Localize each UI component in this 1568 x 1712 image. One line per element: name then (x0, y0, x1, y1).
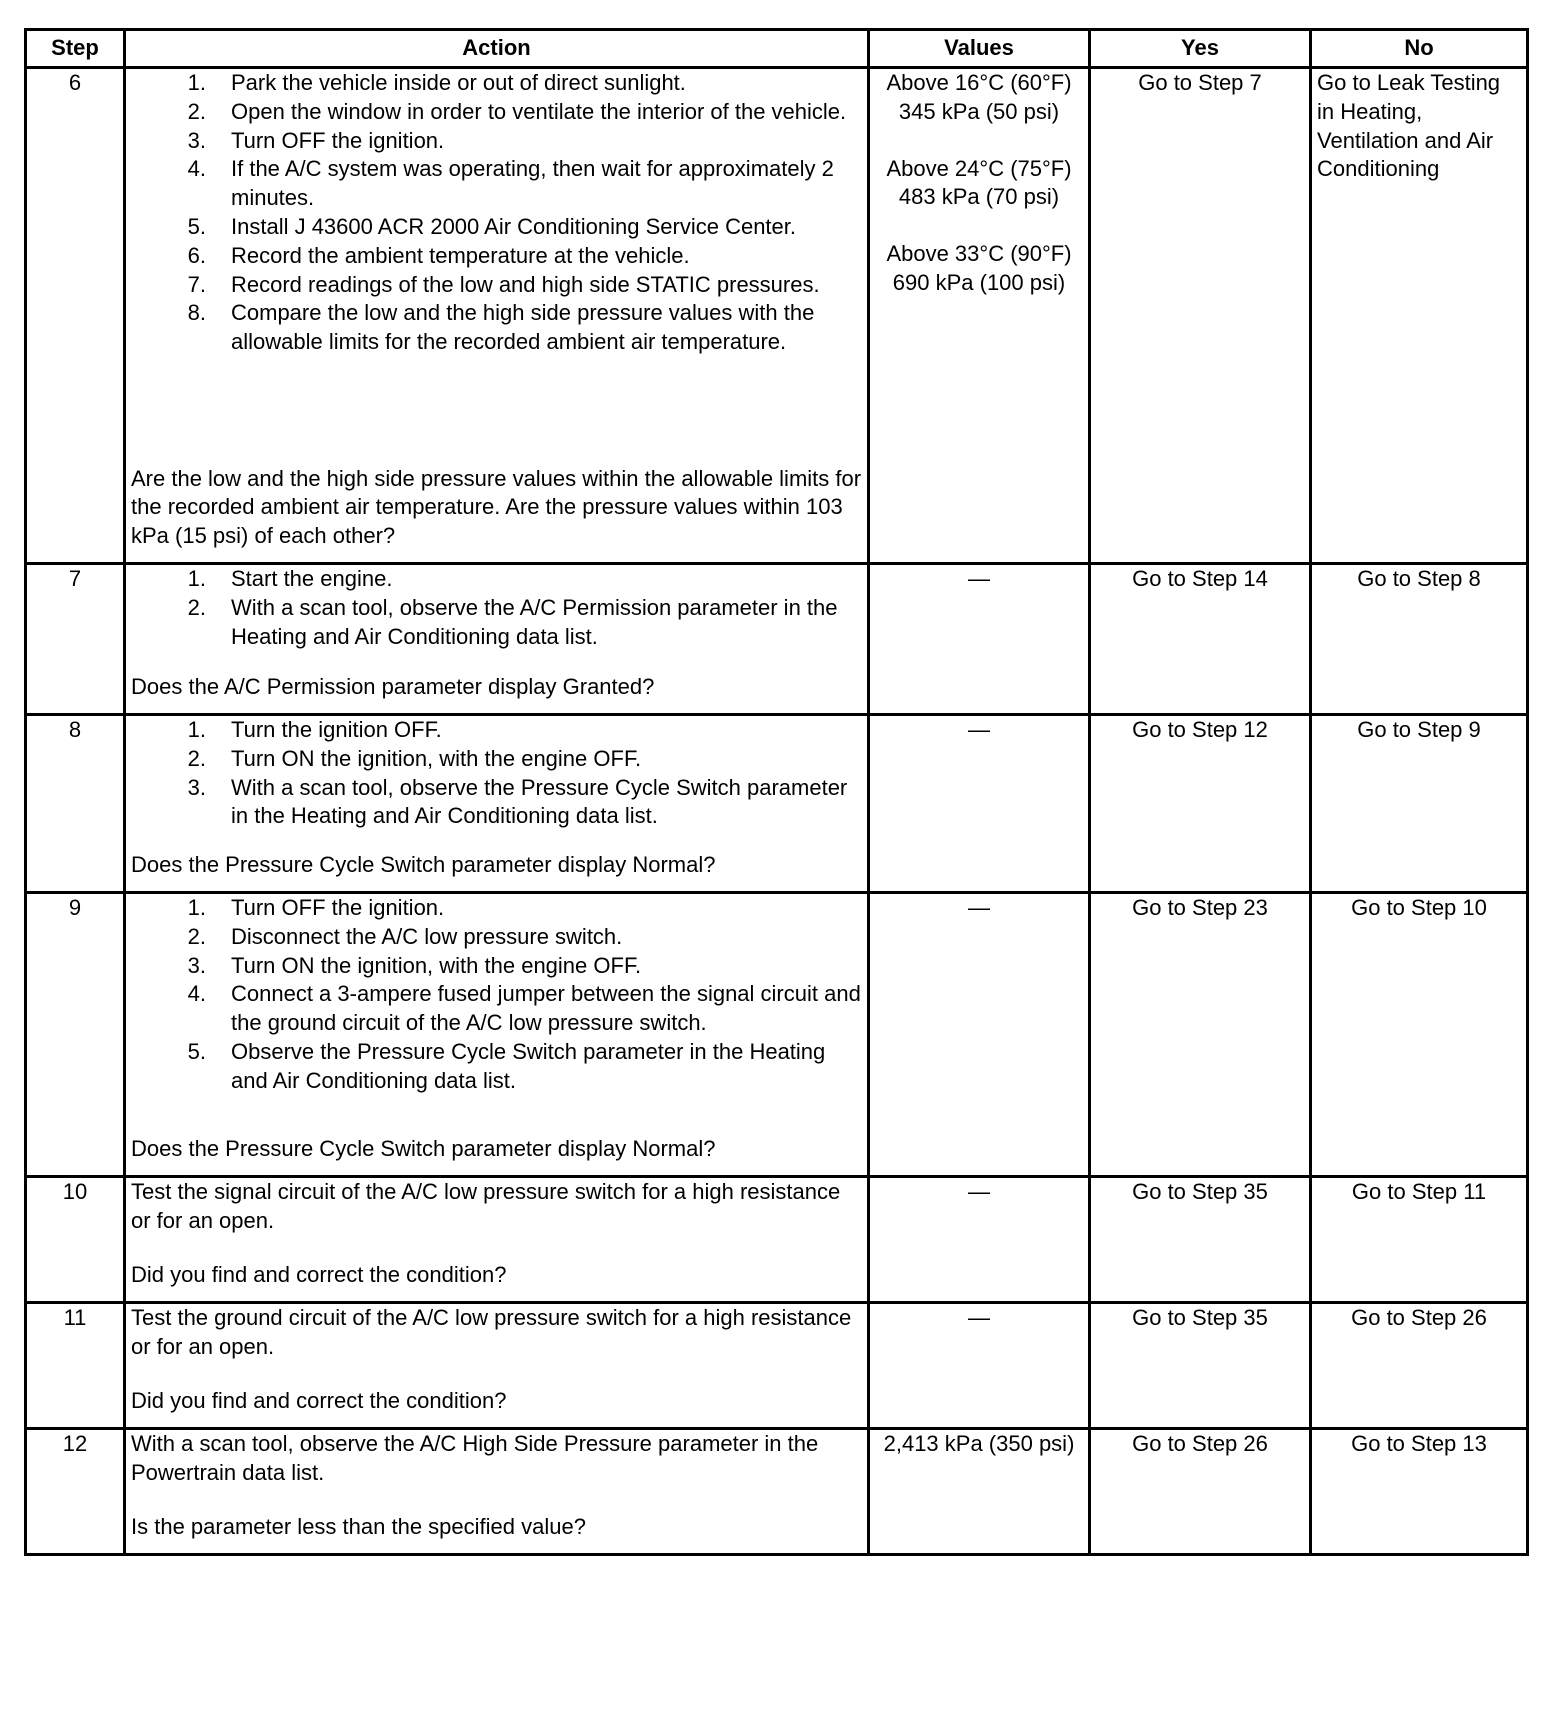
procedure-step-number: 7. (187, 271, 206, 297)
procedure-step-number: 8. (187, 300, 206, 326)
yes-result: Go to Step 14 (1090, 564, 1311, 715)
action-question: Does the Pressure Cycle Switch parameter display Normal? (131, 1136, 716, 1162)
procedure-step (131, 565, 862, 594)
procedure-step-text: Park the vehicle inside or out of direct sunlight. (231, 70, 686, 95)
procedure-step (131, 923, 862, 952)
procedure-step-number: 2. (187, 745, 206, 771)
table-row (26, 1303, 1528, 1429)
no-result: Go to Step 11 (1311, 1177, 1528, 1303)
procedure-step-text: Install J 43600 ACR 2000 Air Conditioning Service Center. (231, 213, 796, 239)
action-question: Did you find and correct the condition? (131, 1262, 507, 1288)
procedure-list (131, 69, 862, 357)
header-action: Action (125, 30, 869, 68)
procedure-step (131, 299, 862, 357)
procedure-step-number: 5. (187, 1038, 206, 1064)
procedure-step (131, 894, 862, 923)
values-cell (869, 1177, 1090, 1303)
yes-result: Go to Step 35 (1090, 1177, 1311, 1303)
procedure-step-number: 1. (187, 895, 206, 920)
procedure-step (131, 98, 862, 127)
no-result: Go to Step 10 (1311, 893, 1528, 1177)
action-cell (125, 893, 869, 1177)
procedure-step (131, 952, 862, 981)
procedure-step (131, 242, 862, 271)
procedure-step-number: 3. (187, 774, 206, 800)
values-cell (869, 68, 1090, 564)
procedure-step-number: 2. (187, 594, 206, 620)
procedure-step-number: 1. (187, 70, 206, 95)
header-yes: Yes (1090, 30, 1311, 68)
table-row (26, 893, 1528, 1177)
action-cell (125, 1303, 869, 1429)
values-cell (869, 715, 1090, 893)
header-row (26, 30, 1528, 68)
procedure-step-number: 5. (187, 213, 206, 239)
procedure-step-text: Compare the low and the high side pressure values with the allowable limits for the recorded ambient air temperature. (231, 300, 815, 355)
table-row (26, 564, 1528, 715)
procedure-step-number: 2. (187, 98, 206, 124)
table-row (26, 715, 1528, 893)
action-question: Did you find and correct the condition? (131, 1388, 507, 1414)
no-result: Go to Step 9 (1311, 715, 1528, 893)
no-result: Go to Step 13 (1311, 1429, 1528, 1555)
procedure-step-text: With a scan tool, observe the A/C Permission parameter in the Heating and Air Conditioning data list. (231, 594, 838, 649)
procedure-step-number: 1. (187, 717, 206, 742)
step-number: 10 (26, 1177, 125, 1303)
procedure-step-text: If the A/C system was operating, then wait for approximately 2 minutes. (231, 156, 834, 211)
procedure-step-number: 3. (187, 952, 206, 978)
procedure-step-number: 6. (187, 242, 206, 268)
action-question: Does the A/C Permission parameter display Granted? (131, 674, 655, 700)
yes-result: Go to Step 12 (1090, 715, 1311, 893)
yes-result: Go to Step 7 (1090, 68, 1311, 564)
action-text: Test the ground circuit of the A/C low pressure switch for a high resistance or for an open. (131, 1305, 852, 1359)
procedure-step (131, 774, 862, 832)
procedure-list (131, 565, 862, 651)
action-cell (125, 1429, 869, 1555)
procedure-list (131, 716, 862, 831)
procedure-step-text: Observe the Pressure Cycle Switch parameter in the Heating and Air Conditioning data list. (231, 1038, 826, 1093)
procedure-step-number: 3. (187, 127, 206, 153)
step-number: 7 (26, 564, 125, 715)
procedure-step-text: Turn ON the ignition, with the engine OFF. (231, 952, 642, 978)
procedure-step (131, 980, 862, 1038)
action-cell (125, 68, 869, 564)
no-result: Go to Leak Testing in Heating, Ventilation and Air Conditioning (1311, 68, 1528, 564)
spec-value: — (968, 566, 990, 591)
spec-value: Above 33°C (90°F) 690 kPa (100 psi) (886, 241, 1072, 295)
procedure-step (131, 271, 862, 300)
procedure-step-text: Start the engine. (231, 566, 393, 591)
no-result: Go to Step 8 (1311, 564, 1528, 715)
procedure-step-text: Record readings of the low and high side STATIC pressures. (231, 271, 820, 297)
values-cell (869, 893, 1090, 1177)
yes-result: Go to Step 26 (1090, 1429, 1311, 1555)
values-cell (869, 1303, 1090, 1429)
table-row (26, 1429, 1528, 1555)
procedure-step-text: Disconnect the A/C low pressure switch. (231, 923, 623, 949)
spec-value: — (968, 1179, 990, 1204)
action-text: Test the signal circuit of the A/C low pressure switch for a high resistance or for an open. (131, 1179, 841, 1233)
header-values: Values (869, 30, 1090, 68)
procedure-step-number: 1. (187, 566, 206, 591)
procedure-step (131, 213, 862, 242)
spec-value: Above 24°C (75°F) 483 kPa (70 psi) (886, 155, 1072, 210)
procedure-step-number: 2. (187, 923, 206, 949)
procedure-step (131, 155, 862, 213)
procedure-step-text: Turn OFF the ignition. (231, 127, 445, 153)
yes-result: Go to Step 35 (1090, 1303, 1311, 1429)
procedure-step-text: Connect a 3-ampere fused jumper between the signal circuit and the ground circuit of the A/C low pressure switch. (231, 981, 861, 1036)
procedure-step (131, 745, 862, 774)
yes-result: Go to Step 23 (1090, 893, 1311, 1177)
step-number: 11 (26, 1303, 125, 1429)
action-text: With a scan tool, observe the A/C High Side Pressure parameter in the Powertrain data list. (131, 1431, 819, 1485)
procedure-step-text: Turn OFF the ignition. (231, 895, 445, 920)
procedure-step-text: With a scan tool, observe the Pressure Cycle Switch parameter in the Heating and Air Conditioning data list. (231, 774, 848, 829)
spec-value: Above 16°C (60°F) 345 kPa (50 psi) (886, 70, 1072, 124)
procedure-step-number: 4. (187, 156, 206, 182)
procedure-step-text: Record the ambient temperature at the vehicle. (231, 242, 690, 268)
procedure-step-text: Open the window in order to ventilate the interior of the vehicle. (231, 98, 847, 124)
values-cell (869, 564, 1090, 715)
procedure-step-text: Turn the ignition OFF. (231, 717, 442, 742)
procedure-step (131, 594, 862, 652)
spec-value: — (968, 895, 990, 920)
action-question: Does the Pressure Cycle Switch parameter display Normal? (131, 852, 716, 878)
diagnostic-table (24, 28, 1529, 1556)
table-row (26, 68, 1528, 564)
procedure-step (131, 69, 862, 98)
table-row (26, 1177, 1528, 1303)
action-question: Is the parameter less than the specified value? (131, 1514, 586, 1540)
spec-value: — (968, 717, 990, 742)
step-number: 12 (26, 1429, 125, 1555)
procedure-list (131, 894, 862, 1096)
procedure-step-text: Turn ON the ignition, with the engine OFF. (231, 745, 642, 771)
action-cell (125, 564, 869, 715)
procedure-step (131, 1038, 862, 1096)
spec-value: 2,413 kPa (350 psi) (883, 1431, 1075, 1456)
header-no: No (1311, 30, 1528, 68)
no-result: Go to Step 26 (1311, 1303, 1528, 1429)
step-number: 8 (26, 715, 125, 893)
procedure-step (131, 127, 862, 156)
step-number: 9 (26, 893, 125, 1177)
procedure-step (131, 716, 862, 745)
action-cell (125, 1177, 869, 1303)
values-cell (869, 1429, 1090, 1555)
spec-value: — (968, 1305, 990, 1330)
procedure-step-number: 4. (187, 981, 206, 1007)
header-step: Step (26, 30, 125, 68)
action-cell (125, 715, 869, 893)
step-number: 6 (26, 68, 125, 564)
action-question: Are the low and the high side pressure values within the allowable limits for the recorded ambient air temperature. Are the pressure values within 103 kPa (15 psi) of each other? (131, 465, 862, 549)
